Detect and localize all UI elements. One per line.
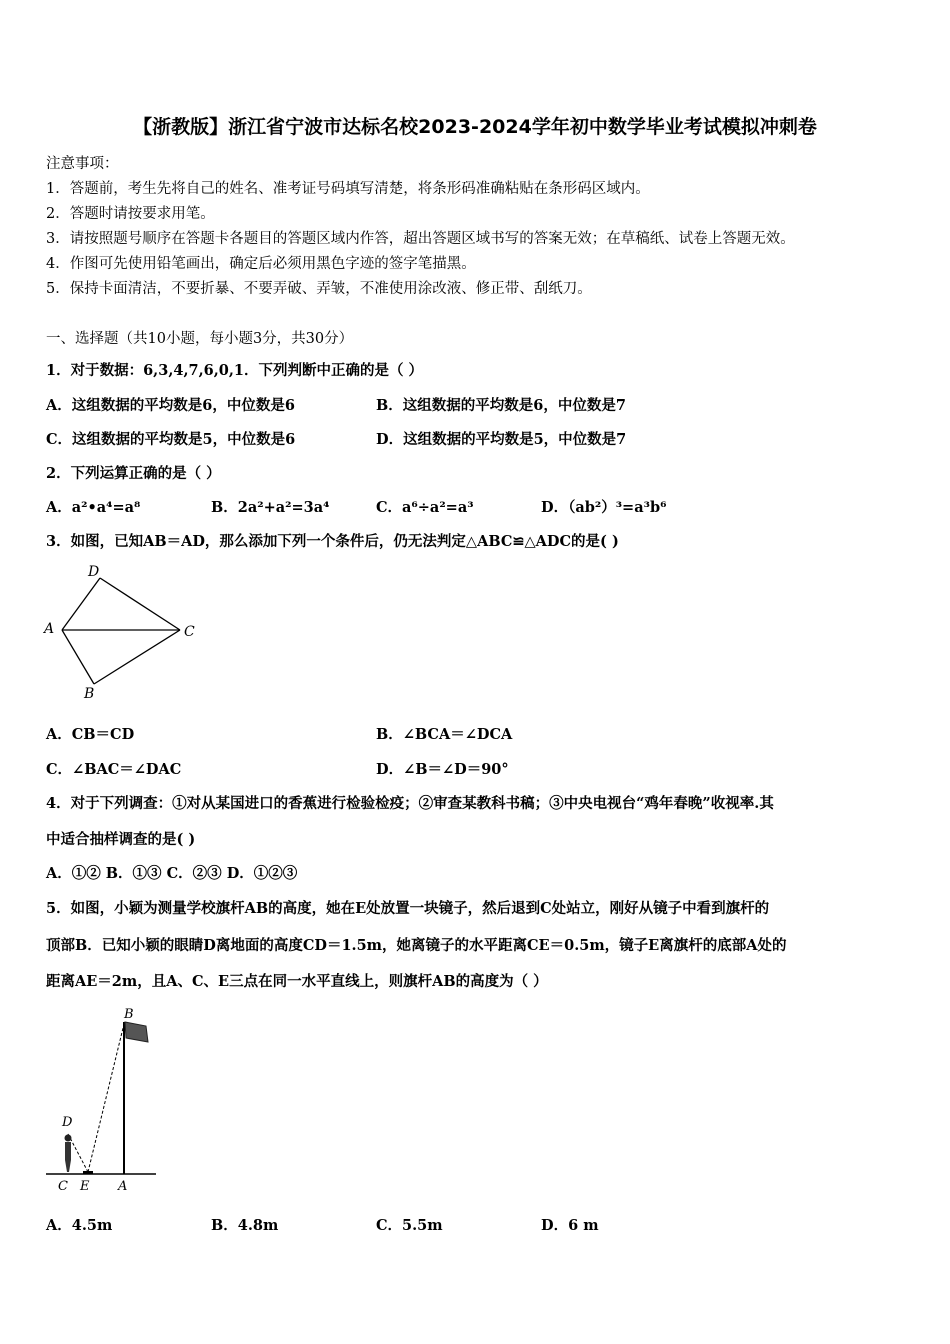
question-5-stem-line2: 顶部B．已知小颖的眼睛D离地面的高度CD＝1.5m，她离镜子的水平距离CE＝0.5m，镜子E离旗杆的底部A处的: [46, 937, 787, 954]
question-3-option-b: B．∠BCA＝∠DCA: [376, 726, 513, 743]
notice-item-2: 2．答题时请按要求用笔。: [46, 206, 215, 222]
question-5-option-a: A．4.5m: [46, 1217, 113, 1234]
label-b: B: [84, 686, 95, 702]
section-heading: 一、选择题（共10小题，每小题3分，共30分）: [46, 331, 354, 347]
question-4-stem-line2: 中适合抽样调查的是( ): [46, 831, 196, 848]
question-5-option-c: C．5.5m: [376, 1217, 443, 1234]
label-c: C: [184, 624, 195, 640]
question-5-stem-line1: 5．如图，小颖为测量学校旗杆AB的高度，她在E处放置一块镜子，然后退到C处站立，刚好从镜子中看到旗杆的: [46, 900, 770, 917]
question-2-option-a: A．a²•a⁴=a⁸: [46, 499, 141, 516]
question-2-option-c: C．a⁶÷a²=a³: [376, 499, 474, 516]
label-b: B: [124, 1007, 134, 1022]
question-1-option-a: A．这组数据的平均数是6，中位数是6: [46, 397, 295, 414]
quadrilateral-figure: [40, 560, 210, 705]
question-1-option-d: D．这组数据的平均数是5，中位数是7: [376, 431, 627, 448]
notice-item-3: 3．请按照题号顺序在答题卡各题目的答题区域内作答，超出答题区域书写的答案无效；在草稿纸、试卷上答题无效。: [46, 231, 795, 247]
question-2-option-d: D．（ab²）³=a³b⁶: [541, 499, 667, 516]
question-2-stem: 2．下列运算正确的是（ ）: [46, 465, 221, 482]
label-a: A: [118, 1179, 128, 1194]
notice-item-5: 5．保持卡面清洁，不要折暴、不要弄破、弄皱，不准使用涂改液、修正带、刮纸刀。: [46, 281, 592, 297]
question-3-option-d: D．∠B＝∠D＝90°: [376, 761, 509, 778]
question-5-stem-line3: 距离AE＝2m，且A、C、E三点在同一水平直线上，则旗杆AB的高度为（ ）: [46, 973, 548, 990]
label-e: E: [80, 1179, 90, 1194]
question-3-option-c: C．∠BAC＝∠DAC: [46, 761, 182, 778]
page-title: 【浙教版】浙江省宁波市达标名校2023-2024学年初中数学毕业考试模拟冲刺卷: [133, 116, 817, 138]
question-4-options: A．①② B．①③ C．②③ D．①②③: [46, 865, 298, 882]
question-2-option-b: B．2a²+a²=3a⁴: [211, 499, 330, 516]
question-5-option-d: D．6 m: [541, 1217, 599, 1234]
question-1-option-b: B．这组数据的平均数是6，中位数是7: [376, 397, 626, 414]
notice-item-4: 4．作图可先使用铅笔画出，确定后必须用黑色字迹的签字笔描黑。: [46, 256, 476, 272]
flagpole-figure: [40, 1000, 170, 1200]
question-3-option-a: A．CB＝CD: [46, 726, 135, 743]
question-3-stem: 3．如图，已知AB＝AD，那么添加下列一个条件后，仍无法判定△ABC≌△ADC的是( ): [46, 533, 619, 550]
notice-item-1: 1．答题前，考生先将自己的姓名、准考证号码填写清楚，将条形码准确粘贴在条形码区域内。: [46, 181, 650, 197]
question-5-option-b: B．4.8m: [211, 1217, 279, 1234]
question-1-stem: 1．对于数据：6,3,4,7,6,0,1．下列判断中正确的是（ ）: [46, 362, 424, 379]
label-d: D: [88, 564, 100, 580]
question-4-stem-line1: 4．对于下列调查：①对从某国进口的香蕉进行检验检疫；②审查某教科书稿；③中央电视台“鸡年春晚”收视率.其: [46, 795, 774, 812]
notice-heading: 注意事项：: [46, 156, 119, 172]
question-1-option-c: C．这组数据的平均数是5，中位数是6: [46, 431, 296, 448]
label-a: A: [44, 621, 55, 637]
label-d: D: [62, 1115, 73, 1130]
label-c: C: [58, 1179, 68, 1194]
